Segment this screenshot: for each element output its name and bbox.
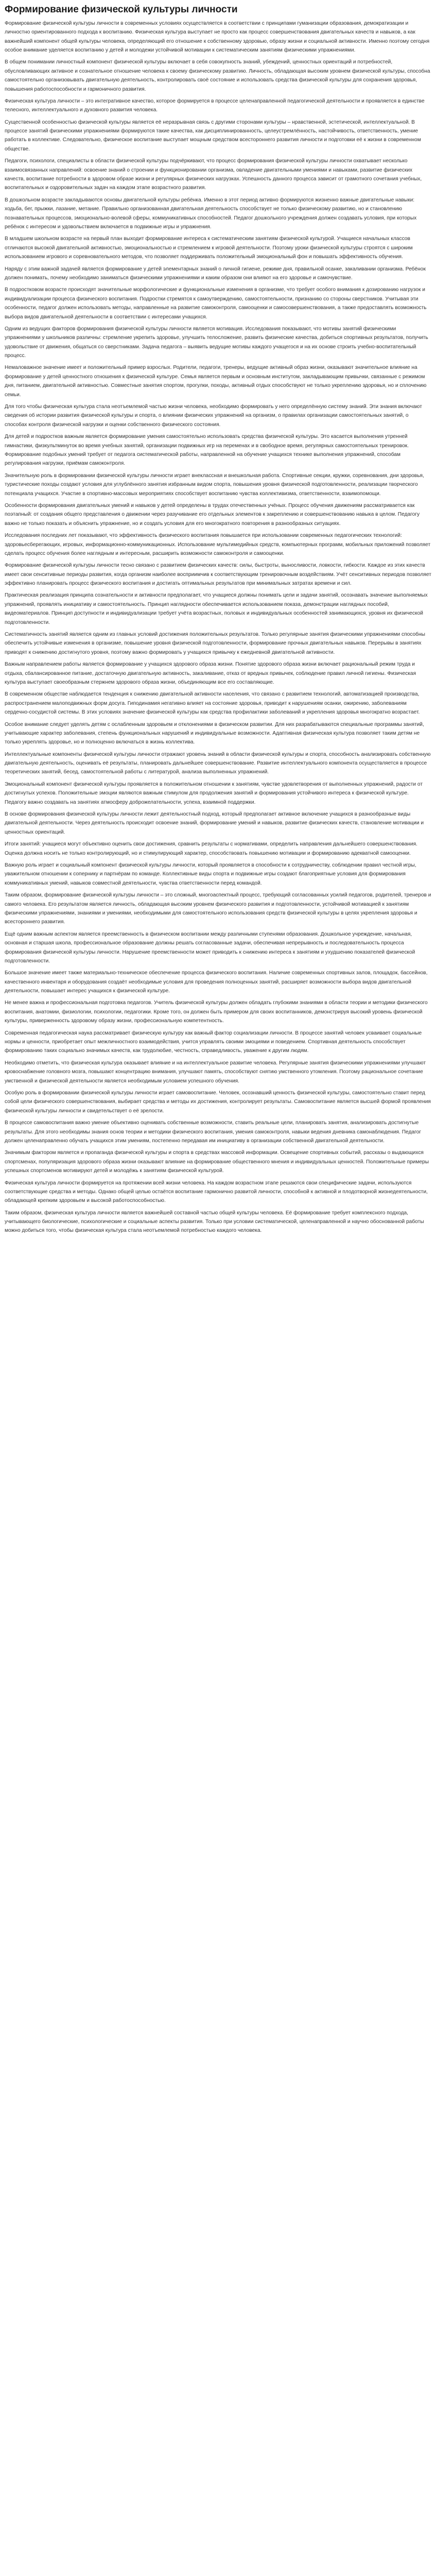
article-paragraph: Интеллектуальные компоненты физической культуры личности отражают уровень знаний в области физической культуры и спорта, способность анализировать собственную двигательную деятельность, оценивать её результаты, планировать дальнейшее совершенствование. Развитие интеллектуального компонента осуществляется в процессе теоретических занятий, бесед, самостоятельной работы с литературой, анализа выполненных упражнений. xyxy=(5,751,431,775)
article-paragraph: В подростковом возрасте происходят значительные морфологические и функциональные изменения в организме, что требует особого внимания к дозированию нагрузок и индивидуализации процесса физического воспитания. Подростки стремятся к самоутверждению, самостоятельности, признанию со стороны сверстников. Учитывая эти особенности, педагог должен использовать методы, направленные на развитие самоконтроля, самооценки и самосовершенствования, а также предоставлять возможность выбора видов двигательной деятельности в соответствии с интересами учащихся. xyxy=(5,287,427,320)
article-paragraph: Ещё одним важным аспектом является преемственность в физическом воспитании между различными ступенями образования. Дошкольное учреждение, начальная, основная и старшая школа, профессиональное образование должны решать согласованные задачи, обеспечивая непрерывность и последовательность процесса формирования физической культуры личности. Нарушение преемственности может приводить к снижению интереса к занятиям и ухудшению показателей физической подготовленности. xyxy=(5,931,415,964)
article-paragraph: Для детей и подростков важным является формирование умения самостоятельно использовать средства физической культуры. Это касается выполнения утренней гимнастики, физкультминуток во время учебных занятий, организации подвижных игр на переменах и в свободное время, регулярных самостоятельных тренировок. Формирование подобных умений требует от педагога систематической работы, направленной на обучение учащихся технике выполнения упражнений, способам регулирования нагрузки, приёмам самоконтроля. xyxy=(5,434,409,467)
article-paragraph: В младшем школьном возрасте на первый план выходит формирование интереса к систематическим занятиям физической культурой. Учащиеся начальных классов отличаются высокой двигательной активностью, эмоциональностью и стремлением к игровой деятельности. Поэтому уроки физической культуры строятся с широким использованием игрового и соревновательного методов, что позволяет поддерживать положительный эмоциональный фон и повышать эффективность обучения. xyxy=(5,236,413,260)
article-body xyxy=(5,19,431,1235)
article-paragraph: Современная педагогическая наука рассматривает физическую культуру как важный фактор социализации личности. В процессе занятий человек усваивает социальные нормы и ценности, приобретает опыт межличностного взаимодействия, учится управлять своими эмоциями и поведением. Спортивная деятельность способствует формированию таких социально значимых качеств, как трудолюбие, честность, справедливость, уважение к другим людям. xyxy=(5,1030,422,1054)
article-paragraph: Наряду с этим важной задачей является формирование у детей элементарных знаний о личной гигиене, режиме дня, правильной осанке, закаливании организма. Ребёнок должен понимать, почему необходимо заниматься физическими упражнениями и каким образом они влияют на его здоровье и самочувствие. xyxy=(5,266,426,281)
article-paragraph: Значимым фактором является и пропаганда физической культуры и спорта в средствах массовой информации. Освещение спортивных событий, рассказы о выдающихся спортсменах, популяризация здорового образа жизни оказывают влияние на формирование общественного мнения и индивидуальных ценностей. Положительные примеры успешных спортсменов мотивируют детей и молодёжь к занятиям физической культурой. xyxy=(5,1150,429,1174)
article-paragraph: В дошкольном возрасте закладываются основы двигательной культуры ребёнка. Именно в этот период активно формируются жизненно важные двигательные навыки: ходьба, бег, прыжки, лазание, метание. Правильно организованная двигательная деятельность способствует не только физическому развитию, но и становлению познавательных процессов, эмоционально-волевой сферы, коммуникативных способностей. Педагог дошкольного учреждения должен создавать условия, при которых ребёнок с интересом и удовольствием включается в подвижные игры и упражнения. xyxy=(5,197,417,230)
page-title: Формирование физической культуры личности xyxy=(5,4,238,15)
article-paragraph: Важным направлением работы является формирование у учащихся здорового образа жизни. Понятие здорового образа жизни включает рациональный режим труда и отдыха, сбалансированное питание, достаточную двигательную активность, закаливание, отказ от вредных привычек, соблюдение правил личной гигиены. Физическая культура выступает своеобразным стержнем здорового образа жизни, объединяющим все его составляющие. xyxy=(5,662,416,685)
article-paragraph: Итоги занятий: учащиеся могут объективно оценить свои достижения, сравнить результаты с нормативами, определить направления дальнейшего совершенствования. Оценка должна носить не только контролирующий, но и стимулирующий характер, способствовать повышению мотивации и формированию адекватной самооценки. xyxy=(5,841,417,856)
article-paragraph: Эмоциональный компонент физической культуры проявляется в положительном отношении к занятиям, чувстве удовлетворения от выполненных упражнений, радости от достигнутых успехов. Положительные эмоции являются важным стимулом для продолжения занятий и формирования устойчивого интереса к физической культуре. Педагогу важно создавать на занятиях атмосферу доброжелательности, успеха, взаимной поддержки. xyxy=(5,781,423,805)
article-paragraph: В процессе самовоспитания важно умение объективно оценивать собственные возможности, ставить реальные цели, планировать занятия, анализировать достигнутые результаты. Для этого необходимы знания основ теории и методики физического воспитания, умения самоконтроля, навыки ведения дневника самонаблюдения. Педагог должен целенаправленно обучать учащихся этим умениям, постепенно передавая им инициативу в организации собственной двигательной деятельности. xyxy=(5,1120,421,1144)
article-paragraph: Систематичность занятий является одним из главных условий достижения положительных результатов. Только регулярные занятия физическими упражнениями способны обеспечить устойчивые изменения в организме, повышение уровня физической подготовленности, формирование прочных двигательных навыков. Перерывы в занятиях приводят к снижению достигнутого уровня, поэтому важно формировать у учащихся привычку к ежедневной двигательной активности. xyxy=(5,632,425,655)
article-paragraph: Формирование физической культуры личности в современных условиях осуществляется в соответствии с принципами гуманизации образования, демократизации и личностно ориентированного подхода к воспитанию. Физическая культура выступает не просто как процесс совершенствования двигательных качеств и навыков, а как важнейший компонент общей культуры человека, определяющий его отношение к собственному здоровью, образу жизни и социальной активности. Именно поэтому сегодня особое внимание уделяется воспитанию у детей и молодежи устойчивой мотивации к систематическим занятиям физическими упражнениями. xyxy=(5,20,430,53)
article-paragraph: Одним из ведущих факторов формирования физической культуры личности является мотивация. Исследования показывают, что мотивы занятий физическими упражнениями у школьников различны: стремление укрепить здоровье, улучшить телосложение, развить физические качества, добиться спортивных результатов, получить удовольствие от движения, общаться со сверстниками. Задача педагога – выявить ведущие мотивы каждого учащегося и на их основе строить учебно-воспитательный процесс. xyxy=(5,326,428,359)
article-paragraph: В современном обществе наблюдается тенденция к снижению двигательной активности населения, что связано с развитием технологий, автоматизацией производства, распространением малоподвижных форм досуга. Гиподинамия негативно влияет на состояние здоровья, приводит к нарушениям осанки, ожирению, заболеваниям сердечно-сосудистой системы. В этих условиях значение физической культуры как средства профилактики заболеваний и укрепления здоровья многократно возрастает. xyxy=(5,691,420,716)
article-paragraph: В основе формирования физической культуры личности лежит деятельностный подход, который предполагает активное включение учащихся в разнообразные виды двигательной деятельности. Через деятельность происходит освоение знаний, формирование умений и навыков, развитие физических качеств, становление мотивации и ценностных ориентаций. xyxy=(5,811,424,835)
article-paragraph: В общем понимании личностный компонент физической культуры включает в себя совокупность знаний, убеждений, ценностных ориентаций и потребностей, обусловливающих активное и сознательное отношение человека к своему физическому развитию. Личность, обладающая высоким уровнем физической культуры, способна самостоятельно организовывать двигательную деятельность, контролировать своё состояние и использовать средства физической культуры для сохранения здоровья, повышения работоспособности и гармоничного развития. xyxy=(5,59,430,92)
article-paragraph: Необходимо отметить, что физическая культура оказывает влияние и на интеллектуальное развитие человека. Регулярные занятия физическими упражнениями улучшают кровоснабжение головного мозга, повышают концентрацию внимания, улучшают память, способствуют снятию умственного утомления. Поэтому рациональное сочетание умственной и физической деятельности является необходимым условием успешного обучения. xyxy=(5,1060,426,1084)
article-paragraph: Таким образом, формирование физической культуры личности – это сложный, многоаспектный процесс, требующий согласованных усилий педагогов, родителей, тренеров и самого человека. Его результатом является личность, обладающая высоким уровнем физического развития и подготовленности, устойчивой мотивацией к занятиям физическими упражнениями, знаниями и умениями, необходимыми для самостоятельного использования средств физической культуры в целях укрепления здоровья и всестороннего развития. xyxy=(5,892,431,925)
article-paragraph: Практическая реализация принципа сознательности и активности предполагает, что учащиеся должны понимать цели и задачи занятий, осознавать значение выполняемых упражнений, проявлять инициативу и самостоятельность. Принцип наглядности обеспечивается использованием показа, демонстрации наглядных пособий, видеоматериалов. Принцип доступности и индивидуализации требует учёта возрастных, половых и индивидуальных особенностей занимающихся, уровня их физической подготовленности. xyxy=(5,592,428,625)
article-paragraph: Большое значение имеет также материально-техническое обеспечение процесса физического воспитания. Наличие современных спортивных залов, площадок, бассейнов, качественного инвентаря и оборудования создаёт необходимые условия для проведения полноценных занятий, расширяет возможности выбора видов двигательной деятельности, повышает интерес учащихся к физической культуре. xyxy=(5,970,428,994)
article-paragraph: Физическая культура личности формируется на протяжении всей жизни человека. На каждом возрастном этапе решаются свои специфические задачи, используются соответствующие средства и методы. Однако общей целью остаётся воспитание гармонично развитой личности, способной к активной и плодотворной жизнедеятельности, обладающей крепким здоровьем и высокой работоспособностью. xyxy=(5,1180,428,1204)
article-paragraph: Для того чтобы физическая культура стала неотъемлемой частью жизни человека, необходимо формировать у него определённую систему знаний. Эти знания включают сведения об истории развития физической культуры и спорта, о влиянии физических упражнений на организм, о правилах организации самостоятельных занятий, о способах контроля физической нагрузки и оценки собственного физического состояния. xyxy=(5,404,422,428)
article-paragraph: Формирование физической культуры личности тесно связано с развитием физических качеств: силы, быстроты, выносливости, ловкости, гибкости. Каждое из этих качеств имеет свои сенситивные периоды развития, когда организм наиболее восприимчив к соответствующим тренировочным воздействиям. Учёт сенситивных периодов позволяет эффективно планировать процесс физического воспитания и достигать оптимальных результатов при минимальных затратах времени и сил. xyxy=(5,563,431,587)
article-paragraph: Педагоги, психологи, специалисты в области физической культуры подчёркивают, что процесс формирования физической культуры личности охватывает несколько взаимосвязанных направлений: освоение знаний о строении и функционировании организма, овладение двигательными умениями и навыками, развитие физических качеств, воспитание потребности в здоровом образе жизни и регулярных физических нагрузках. Успешность данного процесса зависит от грамотного сочетания учебных, воспитательных и оздоровительных задач на каждом этапе возрастного развития. xyxy=(5,158,422,191)
article-paragraph: Особое внимание следует уделять детям с ослабленным здоровьем и отклонениями в физическом развитии. Для них разрабатываются специальные программы занятий, учитывающие характер заболевания, степень функциональных нарушений и индивидуальные возможности. Адаптивная физическая культура позволяет таким детям не только укреплять здоровье, но и полноценно включаться в жизнь коллектива. xyxy=(5,721,424,745)
article-paragraph: Особенности формирования двигательных умений и навыков у детей определены в трудах отечественных учёных. Процесс обучения движениям рассматривается как поэтапный: от создания общего представления о движении через разучивание его отдельных элементов к закреплению и совершенствованию навыка в целом. Педагогу важно не только показать и объяснить упражнение, но и создать условия для его многократного повторения в разнообразных ситуациях. xyxy=(5,502,420,527)
article-paragraph: Особую роль в формировании физической культуры личности играет самовоспитание. Человек, осознавший ценность физической культуры, самостоятельно ставит перед собой цели физического совершенствования, выбирает средства и методы их достижения, контролирует результаты. Самовоспитание является высшей формой проявления физической культуры личности и свидетельствует о её зрелости. xyxy=(5,1090,431,1114)
article-paragraph: Физическая культура личности – это интегративное качество, которое формируется в процессе целенаправленной педагогической деятельности и проявляется в единстве телесного, интеллектуального и духовного развития человека. xyxy=(5,98,425,113)
article-paragraph: Таким образом, физическая культура личности является важнейшей составной частью общей культуры человека. Её формирование требует комплексного подхода, учитывающего биологические, психологические и социальные аспекты развития. Только при условии систематической, целенаправленной и научно обоснованной работы можно добиться того, чтобы физическая культура стала неотъемлемой потребностью каждого человека. xyxy=(5,1210,424,1234)
article-paragraph: Важную роль играет и социальный компонент физической культуры личности, который проявляется в способности к сотрудничеству, соблюдении правил честной игры, уважительном отношении к сопернику и партнёрам по команде. Коллективные виды спорта и подвижные игры создают благоприятные условия для формирования коммуникативных умений, навыков совместной деятельности, чувства ответственности перед командой. xyxy=(5,862,416,886)
article-page xyxy=(0,0,436,1244)
article-paragraph: Значительную роль в формировании физической культуры личности играет внеклассная и внешкольная работа. Спортивные секции, кружки, соревнования, дни здоровья, туристические походы создают условия для углублённого занятия избранным видом спорта, повышения уровня физической подготовленности, реализации творческого потенциала учащихся. Участие в спортивно-массовых мероприятиях способствует воспитанию чувства коллективизма, ответственности, взаимопомощи. xyxy=(5,472,424,497)
article-paragraph: Исследования последних лет показывают, что эффективность физического воспитания повышается при использовании современных педагогических технологий: здоровьесберегающих, игровых, информационно-коммуникационных. Использование мультимедийных средств, компьютерных программ, мобильных приложений позволяет сделать процесс обучения более наглядным и интересным, расширить возможности самоконтроля и самооценки. xyxy=(5,533,431,556)
article-paragraph: Немаловажное значение имеет и положительный пример взрослых. Родители, педагоги, тренеры, ведущие активный образ жизни, оказывают значительное влияние на формирование у детей ценностного отношения к физической культуре. Семья является первым и основным институтом, закладывающим привычки, связанные с режимом дня, питанием, двигательной активностью. Совместные занятия спортом, прогулки, походы, активный отдых способствуют не только укреплению здоровья, но и сплочению семьи. xyxy=(5,365,427,398)
article-paragraph: Не менее важна и профессиональная подготовка педагогов. Учитель физической культуры должен обладать глубокими знаниями в области теории и методики физического воспитания, анатомии, физиологии, психологии, педагогики. Кроме того, он должен быть примером для своих воспитанников, демонстрируя высокий уровень физической культуры, приверженность здоровому образу жизни, профессиональную компетентность. xyxy=(5,1000,428,1024)
article-paragraph: Существенной особенностью физической культуры является её неразрывная связь с другими сторонами культуры – нравственной, эстетической, интеллектуальной. В процессе занятий физическими упражнениями формируются такие качества, как дисциплинированность, целеустремлённость, настойчивость, ответственность, умение работать в коллективе. Следовательно, физическое воспитание выступает мощным средством всестороннего развития личности и подготовки её к жизни в современном обществе. xyxy=(5,119,421,152)
